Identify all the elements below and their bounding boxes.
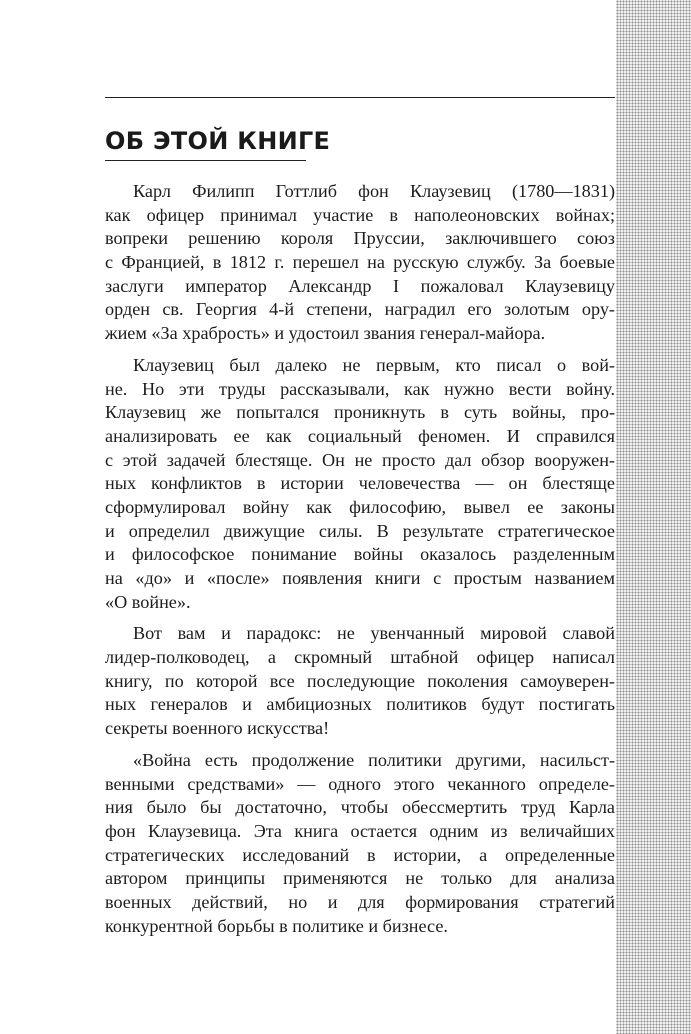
text-line: с этой задачей блестяще. Он не просто дал обзор вооружен- <box>105 449 615 470</box>
book-page <box>105 0 615 1034</box>
text-line: венными средствами» — одного этого чеканного определе- <box>105 773 615 794</box>
text-line: сформулировал войну как философию, вывел ее законы <box>105 496 615 517</box>
text-line: как офицер принимал участие в наполеоновских войнах; <box>105 204 615 225</box>
paragraph-2 <box>105 354 615 615</box>
halftone-edge-strip <box>616 0 691 1034</box>
heading-underline <box>105 160 306 161</box>
text-line: Вот вам и парадокс: не увенчанный мировой славой <box>133 623 615 644</box>
text-line: секреты военного искусства! <box>105 718 330 739</box>
text-line: Карл Филипп Готтлиб фон Клаузевиц (1780—1831) <box>133 181 615 201</box>
text-line: орден св. Георгия 4-й степени, наградил его золотым ору- <box>105 299 615 320</box>
text-line: конкурентной борьбы в политике и бизнесе. <box>105 915 448 936</box>
text-line: военных действий, но и для формирования стратегий <box>105 891 615 912</box>
top-divider-rule <box>105 97 615 98</box>
text-line: вопреки решению короля Пруссии, заключившего союз <box>105 228 615 249</box>
text-line: «О войне». <box>105 591 191 612</box>
text-line: и определил движущие силы. В результате стратегическое <box>105 520 615 541</box>
text-line: на «до» и «после» появления книги с простым названием <box>105 568 615 588</box>
text-line: лидер-полководец, а скромный штабной офицер написал <box>105 647 615 668</box>
text-line: ных генералов и амбициозных политиков будут постигать <box>105 694 615 715</box>
text-line: жием «За храбрость» и удостоил звания генерал-майора. <box>105 323 546 344</box>
text-line: автором принципы применяются не только для анализа <box>105 868 615 889</box>
text-line: ния было бы достаточно, чтобы обессмертить труд Карла <box>105 797 615 818</box>
paragraph-4 <box>105 749 615 939</box>
text-line: «Война есть продолжение политики другими, насильст- <box>133 749 615 770</box>
text-line: не. Но эти труды рассказывали, как нужно вести войну. <box>105 378 615 399</box>
text-line: фон Клаузевица. Эта книга остается одним из величайших <box>105 820 615 841</box>
text-line: заслуги император Александр I пожаловал Клаузевицу <box>105 275 615 296</box>
text-line: и философское понимание войны оказалось разделенным <box>105 544 615 565</box>
body-text <box>105 180 615 946</box>
text-line: Клаузевиц был далеко не первым, кто писал о вой- <box>133 354 615 375</box>
text-line: книгу, по которой все последующие поколения самоуверен- <box>105 670 615 691</box>
paragraph-1 <box>105 180 615 346</box>
text-line: стратегических исследований в истории, а определенные <box>105 844 615 865</box>
section-heading: ОБ ЭТОЙ КНИГЕ <box>105 127 331 155</box>
paragraph-3 <box>105 622 615 740</box>
text-line: Клаузевиц же попытался проникнуть в суть войны, про- <box>105 402 615 423</box>
text-line: с Францией, в 1812 г. перешел на русскую службу. За боевые <box>105 252 615 273</box>
text-line: ных конфликтов в истории человечества — он блестяще <box>105 473 615 494</box>
text-line: анализировать ее как социальный феномен. И справился <box>105 425 615 446</box>
